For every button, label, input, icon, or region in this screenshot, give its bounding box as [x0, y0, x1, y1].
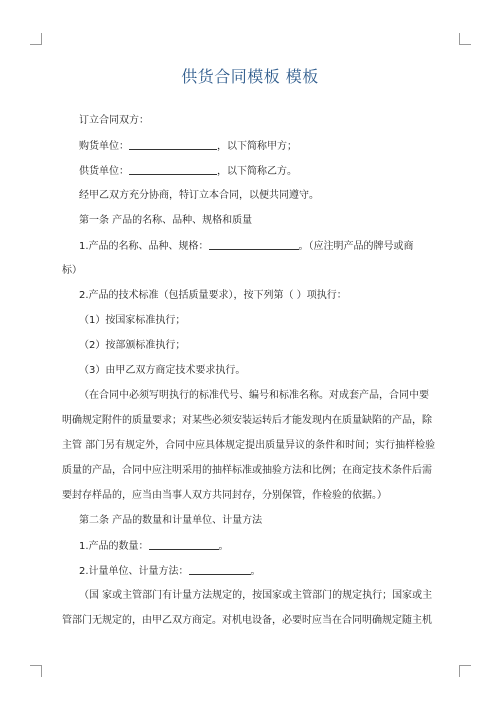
article-two-heading: 第二条 产品的数量和计量单位、计量方法	[79, 515, 263, 526]
quality-note-line-1: （在合同中必须写明执行的标准代号、编号和标准名称。对成套产品，合同中要	[79, 390, 429, 401]
product-name-note-end: 标）	[62, 265, 82, 276]
quantity-label: 1.产品的数量：	[79, 541, 149, 552]
quality-note-line-3: 主管 部门另有规定外，合同中应具体规定提出质量异议的条件和时间；实行抽样检验	[62, 440, 436, 451]
quantity-end: 。	[218, 541, 229, 552]
option-agreed-standard: （3）由甲乙双方商定技术要求执行。	[79, 365, 246, 376]
buyer-label: 购货单位：	[79, 141, 129, 152]
supplier-line	[79, 164, 297, 179]
quantity-blank	[149, 539, 219, 550]
crop-mark-bottom-left	[30, 665, 42, 677]
product-name-blank	[209, 239, 299, 250]
product-name-note: 。（应注明产品的牌号或商	[298, 241, 414, 252]
quality-note-line-2: 明确规定附件的质量要求；对某些必须安装运转后才能发现内在质量缺陷的产品，除	[62, 415, 432, 426]
buyer-suffix: ，以下简称甲方；	[217, 141, 297, 152]
measurement-label: 2.计量单位、计量方法：	[79, 566, 189, 577]
crop-mark-bottom-right	[459, 665, 471, 677]
buyer-line	[79, 139, 297, 154]
supplier-blank	[129, 164, 217, 175]
quality-note-line-4: 质量的产品，合同中应注明采用的抽样标准或抽验方法和比例；在商定技术条件后需	[62, 465, 432, 476]
supplier-label: 供货单位：	[79, 166, 129, 177]
quality-note-line-5: 要封存样品的，应当由当事人双方共同封存，分别保管，作检验的依据。）	[62, 490, 387, 501]
parties-heading: 订立合同双方：	[79, 115, 149, 126]
measurement-line	[79, 564, 261, 579]
option-national-standard: （1）按国家标准执行；	[79, 315, 186, 326]
option-ministry-standard: （2）按部颁标准执行；	[79, 340, 186, 351]
technical-standard-line: 2.产品的技术标准（包括质量要求），按下列第（ ）项执行：	[79, 290, 347, 301]
product-name-label: 1.产品的名称、品种、规格：	[79, 241, 209, 252]
measurement-note-line-2: 管部门无规定的，由甲乙双方商定。对机电设备，必要时应当在合同明确规定随主机	[62, 615, 432, 626]
product-name-line	[79, 239, 414, 254]
article-one-heading: 第一条 产品的名称、品种、规格和质量	[79, 215, 253, 226]
quantity-line	[79, 539, 229, 554]
measurement-note-line-1: （国 家或主管部门有计量方法规定的，按国家或主管部门的规定执行；国家或主	[79, 590, 433, 601]
buyer-blank	[129, 139, 217, 150]
measurement-end: 。	[250, 566, 261, 577]
supplier-suffix: ，以下简称乙方。	[217, 166, 297, 177]
measurement-blank	[189, 564, 251, 575]
agreement-intro: 经甲乙双方充分协商，特订立本合同，以便共同遵守。	[79, 190, 319, 201]
crop-mark-top-right	[459, 33, 471, 45]
crop-mark-top-left	[30, 33, 42, 45]
document-title: 供货合同模板 模板	[181, 67, 319, 86]
